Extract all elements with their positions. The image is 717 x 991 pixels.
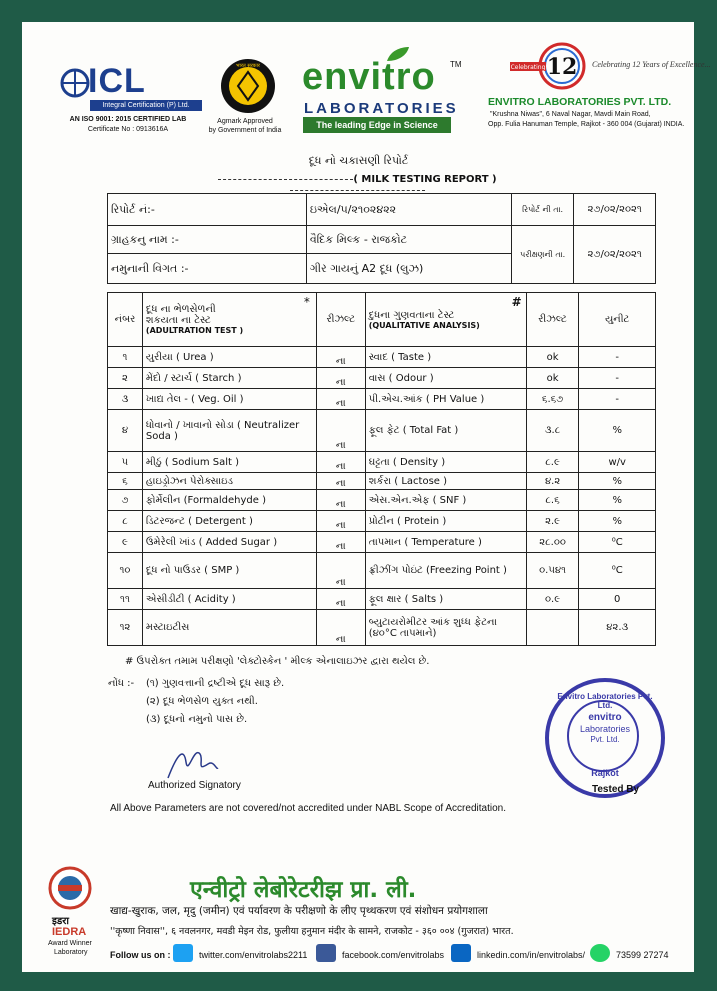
qualitative-result: ૮.૯	[526, 452, 579, 473]
adulteration-test: મસ્ટાઇટીસ	[142, 610, 316, 646]
row-number: ૬	[108, 473, 143, 490]
linkedin-icon[interactable]	[451, 944, 471, 962]
table-row	[108, 473, 656, 490]
report-no-label: રિપોર્ટ નં:-	[108, 194, 307, 226]
envitro-laboratories-text: LABORATORIES	[304, 100, 459, 117]
adulteration-result: ના	[316, 473, 365, 490]
row-number: ૯	[108, 532, 143, 553]
report-title-gujarati: દૂધ નો ચકાસણી રિપોર્ટ	[308, 154, 409, 167]
qualitative-test: ફૂલ ક્ષાર ( Salts )	[365, 589, 526, 610]
report-date-value: ૨૭/૦૨/૨૦૨૧	[574, 194, 656, 226]
adulteration-test: ધોવાનો / ખાવાનો સોડા ( Neutralizer Soda )	[142, 410, 316, 452]
adulteration-test: યુરીયા ( Urea )	[142, 347, 316, 368]
stamp-ring-text: Envitro Laboratories Pvt. Ltd.	[557, 692, 653, 710]
sample-label: નમુનાની વિગત :-	[108, 254, 307, 284]
agmark-seal-icon	[220, 58, 276, 114]
qualitative-test: તાપમાન ( Temperature )	[365, 532, 526, 553]
stamp-line-3: Pvt. Ltd.	[590, 735, 620, 744]
qualitative-test: ફૂલ ફેટ ( Total Fat )	[365, 410, 526, 452]
footnote: # ઉપરોક્ત તમામ પરીક્ષણો 'લેક્ટોસ્કેન ' મીલ્ક એનાલાઇઝર દ્વારા થયેલ છે.	[125, 656, 430, 667]
unit: %	[579, 490, 656, 511]
qualitative-result: ૪.૨	[526, 473, 579, 490]
col-header-result: રીઝલ્ટ	[316, 293, 365, 347]
phone-number[interactable]: 73599 27274	[616, 950, 669, 960]
iedra-sub-1: Award Winner	[48, 940, 92, 947]
qualitative-header-line1: દુધના ગુણવતાના ટેસ્ટ	[368, 309, 455, 321]
adulteration-result: ના	[316, 490, 365, 511]
adulteration-test: મેંદો / સ્ટાર્ચ ( Starch )	[142, 368, 316, 389]
qualitative-result: ૨૮.૦૦	[526, 532, 579, 553]
row-number: ૩	[108, 389, 143, 410]
table-row	[108, 389, 656, 410]
unit: ⁰C	[579, 532, 656, 553]
row-number: ૧૦	[108, 553, 143, 589]
sample-value: ગીર ગાયનું A2 દૂધ (લુઝ)	[306, 254, 511, 284]
icl-caption-1: AN ISO 9001: 2015 CERTIFIED LAB	[69, 116, 187, 123]
table-row	[108, 452, 656, 473]
twelve-years-badge-icon	[510, 40, 590, 92]
test-rows	[108, 347, 656, 646]
adulteration-result: ના	[316, 532, 365, 553]
footer-hindi-line-2: खाद्य-खुराक, जल, मृदु (जमीन) एवं पर्यावरण के परीक्षणो के लीए पृथ्थकरण एवं संशोधन प्रयोगशाला	[110, 905, 488, 917]
adulteration-test: એસીડીટી ( Acidity )	[142, 589, 316, 610]
unit: %	[579, 473, 656, 490]
col-header-adulteration	[142, 293, 316, 347]
test-results-table	[107, 292, 656, 646]
trademark-mark: TM	[450, 60, 462, 69]
col-header-result2: રીઝલ્ટ	[526, 293, 579, 347]
linkedin-link[interactable]: linkedin.com/in/envitrolabs/	[477, 950, 586, 960]
twitter-link[interactable]: twitter.com/envitrolabs2211	[199, 950, 308, 960]
icl-logo-text: ICL	[88, 62, 146, 100]
icl-caption-2: Certificate No : 0913616A	[87, 126, 169, 133]
svg-text:Celebrating: Celebrating	[510, 64, 546, 71]
tested-by: Tested By	[592, 784, 640, 795]
company-address-2: Opp. Fulia Hanuman Temple, Rajkot - 360 004 (Gujarat) INDIA.	[488, 121, 685, 128]
row-number: ૧૨	[108, 610, 143, 646]
facebook-icon[interactable]	[316, 944, 336, 962]
adulteration-test: ફોર્મેલીન (Formaldehyde )	[142, 490, 316, 511]
notes-label: નોંધ :-	[108, 678, 135, 689]
unit: w/v	[579, 452, 656, 473]
row-number: ૫	[108, 452, 143, 473]
note-1: (૧) ગુણવત્તાની દ્રષ્ટીએ દૂધ સારૂ છે.	[146, 678, 285, 689]
row-number: ૨	[108, 368, 143, 389]
report-info-table	[107, 193, 656, 284]
agmark-caption-2: by Government of India	[208, 127, 282, 134]
adulteration-header-line2: શકયતા ના ટેસ્ટ	[145, 315, 211, 326]
unit: -	[579, 389, 656, 410]
footer-hindi-line-3: ''कृष्णा निवास'', ६ नवलनगर, मवडी मेइन रोड, फुलीया हनुमान मंदीर के सामने, राजकोट - ३६० ००४ (गुजरात) भारत.	[110, 926, 514, 937]
icl-subtitle: Integral Certification (P) Ltd.	[90, 100, 202, 111]
adulteration-result: ના	[316, 511, 365, 532]
report-date-label: રિપોર્ટ ની તા.	[511, 194, 574, 226]
table-row	[108, 610, 656, 646]
customer-value: વૈદિક મિલ્ક - રાજકોટ	[306, 226, 511, 254]
svg-text:12: 12	[546, 54, 578, 80]
col-header-qualitative	[365, 293, 526, 347]
table-row	[108, 553, 656, 589]
row-number: ૧૧	[108, 589, 143, 610]
qualitative-test: ઘટ્ટતા ( Density )	[365, 452, 526, 473]
stamp-city: Rajkot	[591, 768, 619, 778]
hash-marker: #	[511, 295, 522, 309]
adulteration-result: ના	[316, 389, 365, 410]
customer-label: ગ્રાહકનુ નામ :-	[108, 226, 307, 254]
twitter-icon[interactable]	[173, 944, 193, 962]
adulteration-test: દૂધ નો પાઉડર ( SMP )	[142, 553, 316, 589]
stamp-line-1: envitro	[588, 712, 622, 723]
unit: ૪૨.૩	[579, 610, 656, 646]
unit: %	[579, 410, 656, 452]
qualitative-header-en: (QUALITATIVE ANALYSIS)	[368, 320, 480, 330]
table-row	[108, 347, 656, 368]
nabl-disclaimer: All Above Parameters are not covered/not accredited under NABL Scope of Accreditation.	[110, 803, 506, 814]
qualitative-test: વાસ ( Odour )	[365, 368, 526, 389]
envitro-logo-text: envitro	[302, 56, 436, 98]
qualitative-test: શર્કરા ( Lactose )	[365, 473, 526, 490]
report-no-value: ઇએલ/૫/૨૧૦૨૪૨૨	[306, 194, 511, 226]
qualitative-result: ૦.૫૪૧	[526, 553, 579, 589]
table-row	[108, 368, 656, 389]
iedra-sub-2: Laboratory	[54, 949, 88, 956]
years-excellence-text: Celebrating 12 Years of Excellence...	[592, 60, 711, 69]
test-date-value: ૨૭/૦૨/૨૦૨૧	[574, 226, 656, 284]
qualitative-test: પી.એચ.આંક ( PH Value )	[365, 389, 526, 410]
unit: ⁰C	[579, 553, 656, 589]
svg-text:भारत सरकार: भारत सरकार	[236, 63, 260, 69]
qualitative-result: ૨.૯	[526, 511, 579, 532]
authorized-signatory: Authorized Signatory	[148, 780, 241, 791]
test-date-label: પરીક્ષણની તા.	[511, 226, 574, 284]
row-number: ૭	[108, 490, 143, 511]
footer-hindi-company-name: एन्वीट्रो लेबोरेटरीझ प्रा. ली.	[190, 877, 417, 903]
star-marker: *	[303, 295, 310, 309]
qualitative-test: પ્રોટીન ( Protein )	[365, 511, 526, 532]
unit: -	[579, 347, 656, 368]
qualitative-result: ૬.૬૭	[526, 389, 579, 410]
adulteration-test: ઉમેરેલી ખાંડ ( Added Sugar )	[142, 532, 316, 553]
adulteration-result: ના	[316, 368, 365, 389]
agmark-caption-1: Agmark Approved	[217, 118, 273, 125]
envitro-tagline: The leading Edge in Science	[303, 117, 451, 133]
row-number: ૧	[108, 347, 143, 368]
icl-globe-icon	[60, 68, 90, 98]
adulteration-result: ના	[316, 553, 365, 589]
note-2: (૨) દૂધ ભેળસેળ યુક્ત નથી.	[146, 696, 258, 707]
unit: -	[579, 368, 656, 389]
whatsapp-icon[interactable]	[590, 944, 610, 962]
row-number: ૮	[108, 511, 143, 532]
report-title-english-text: ( MILK TESTING REPORT )	[353, 174, 497, 185]
adulteration-test: હાઇડ્રોઝન પેરોક્સાઇડ	[142, 473, 316, 490]
qualitative-result: ok	[526, 347, 579, 368]
col-header-no: નંબર	[108, 293, 143, 347]
adulteration-test: ખાદ્ય તેલ - ( Veg. Oil )	[142, 389, 316, 410]
adulteration-result: ના	[316, 589, 365, 610]
adulteration-header-line1: દૂધ ના ભેળસેળની	[145, 304, 216, 315]
unit: 0	[579, 589, 656, 610]
company-name: ENVITRO LABORATORIES PVT. LTD.	[488, 96, 672, 108]
qualitative-result: ૦.૯	[526, 589, 579, 610]
table-row	[108, 589, 656, 610]
qualitative-result	[526, 610, 579, 646]
adulteration-result: ના	[316, 347, 365, 368]
qualitative-result: ૩.૮	[526, 410, 579, 452]
iedra-hindi: इडरा	[52, 916, 69, 927]
adulteration-header-en: (ADULTRATION TEST )	[145, 326, 244, 335]
qualitative-test: એસ.એન.એફ ( SNF )	[365, 490, 526, 511]
note-3: (૩) દૂધનો નમુનો પાસ છે.	[146, 714, 248, 725]
table-row	[108, 511, 656, 532]
qualitative-test: બ્યુટાયરોમીટર આંક શુધ્ધ ફેટના (૪૦°C તાપમાને)	[365, 610, 526, 646]
col-header-unit: યુનીટ	[579, 293, 656, 347]
qualitative-result: ૮.૬	[526, 490, 579, 511]
company-address-1: "Krushna Niwas", 6 Naval Nagar, Mavdi Main Road,	[490, 111, 651, 118]
facebook-link[interactable]: facebook.com/envitrolabs	[342, 950, 445, 960]
iedra-logo-icon	[48, 866, 92, 910]
adulteration-test: ડિટરજન્ટ ( Detergent )	[142, 511, 316, 532]
unit: %	[579, 511, 656, 532]
qualitative-result: ok	[526, 368, 579, 389]
stamp-line-2: Laboratories	[579, 724, 631, 734]
adulteration-result: ના	[316, 410, 365, 452]
adulteration-result: ના	[316, 610, 365, 646]
qualitative-test: સ્વાદ ( Taste )	[365, 347, 526, 368]
table-row	[108, 532, 656, 553]
qualitative-test: ફ્રીઝીંગ પોઇંટ (Freezing Point )	[365, 553, 526, 589]
row-number: ૪	[108, 410, 143, 452]
company-stamp	[545, 678, 665, 798]
follow-us-label: Follow us on :	[110, 950, 171, 960]
adulteration-result: ના	[316, 452, 365, 473]
adulteration-test: મીઠું ( Sodium Salt )	[142, 452, 316, 473]
iedra-label: IEDRA	[52, 926, 87, 938]
table-row	[108, 490, 656, 511]
table-row	[108, 410, 656, 452]
